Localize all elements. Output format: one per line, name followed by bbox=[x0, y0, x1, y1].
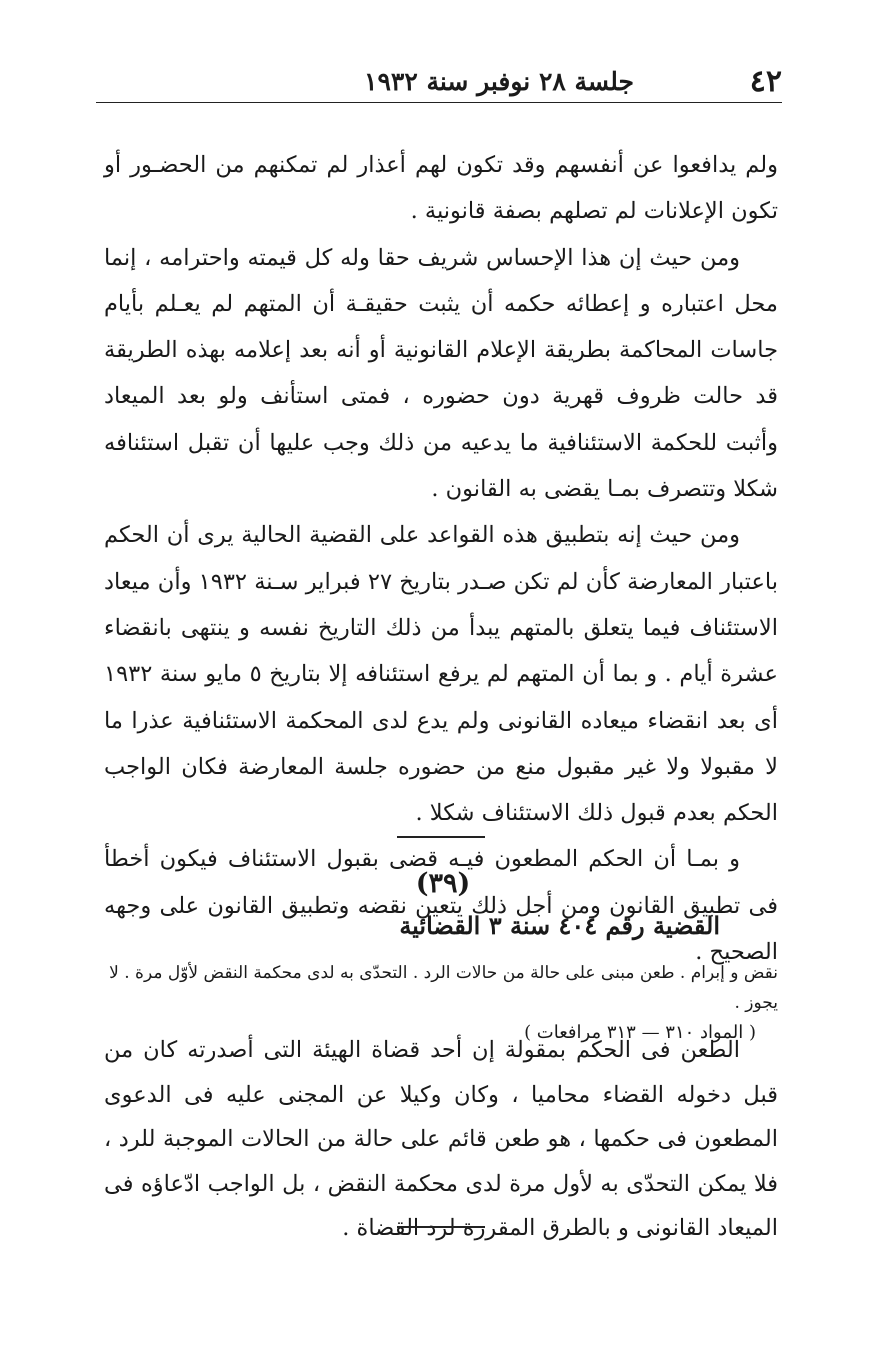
session-title: جلسة ٢٨ نوفبر سنة ١٩٣٢ bbox=[364, 67, 634, 96]
paragraph-continuation: ولم يدافعوا عن أنفسهم وقد تكون لهم أعذار لم تمكنهم من الحضـور أو تكون الإعلانات لم تصلهم بصفة قانونية . bbox=[104, 152, 778, 225]
running-head bbox=[96, 58, 782, 103]
paragraph: ومن حيث إنه بتطبيق هذه القواعد على القضية الحالية يرى أن الحكم باعتبار المعارضة كأن لم تكن صـدر بتاريخ ٢٧ فبراير سـنة ١٩٣٢ وأن ميعاد الاستئناف فيما يتعلق بالمتهم يبدأ من ذلك التاريخ نفسه و ينتهى بانقضاء عشرة أيام . و بما أن المتهم لم يرفع استئنافه إلا بتاريخ ٥ مايو سنة ١٩٣٢ أى بعد انقضاء ميعاده القانونى ولم يدع لدى المحكمة الاستئنافية عذرا ما لا مقبولا ولا غير مقبول منع من حضوره جلسة المعارضة فكان الواجب الحكم بعدم قبول ذلك الاستئناف شكلا . bbox=[104, 522, 779, 827]
summary-paragraph: الطعن فى الحكم بمقولة إن أحد قضاة الهيئة التى أصدرته كان من قبل دخوله القضاء محاميا ، وكان وكيلا عن المجنى عليه فى الدعوى المطعون فى حكمها ، هو طعن قائم على حالة من الحالات الموجبة للرد ، فلا يمكن التحدّى به لأول مرة لدى محكمة النقض ، بل الواجب ادّعاؤه فى الميعاد القانونى و بالطرق المقررة لرد القضاة . bbox=[104, 1037, 778, 1241]
case-summary bbox=[104, 1028, 778, 1251]
paragraph: ومن حيث إن هذا الإحساس شريف حقا وله كل قيمته واحترامه ، إنما محل اعتباره و إعطائه حكمه أن يثبت حقيقـة أن المتهم لم يعـلم بأيام جاسات المحاكمة بطريقة الإعلام القانونية أو أنه بعد إعلامه بهذه الطريقة قد حالت ظروف قهرية دون حضوره ، فمتى استأنف ولو بعد الميعاد وأثبت للحكمة الاستئنافية ما يدعيه من ذلك وجب عليها أن تقبل استئنافه شكلا وتتصرف بمـا يقضى به القانون . bbox=[104, 244, 778, 503]
section-divider bbox=[397, 1226, 485, 1228]
headnote-articles: ( المواد ٣١٠ — ٣١٣ مرافعات ) bbox=[524, 1022, 756, 1043]
section-divider bbox=[397, 836, 485, 838]
case-title: القضية رقم ٤٠٤ سنة ٣ القضائية bbox=[399, 911, 720, 940]
page-number: ٤٢ bbox=[749, 64, 782, 99]
case-number: (٣٩) bbox=[415, 868, 471, 899]
paragraph: و بمـا أن الحكم المطعون فيـه قضى بقبول الاستئناف فيكون أخطأ فى تطبيق القانون ومن أجل ذلك يتعين نقضه وتطبيق القانون على وجهه الصحيح . bbox=[104, 846, 778, 966]
judgment-text bbox=[104, 142, 778, 975]
headnote-keywords: نقض و إبرام . طعن مبنى على حالة من حالات الرد . التحدّى به لدى محكمة النقض لأوّل مرة . لا يجوز . bbox=[109, 963, 778, 1013]
